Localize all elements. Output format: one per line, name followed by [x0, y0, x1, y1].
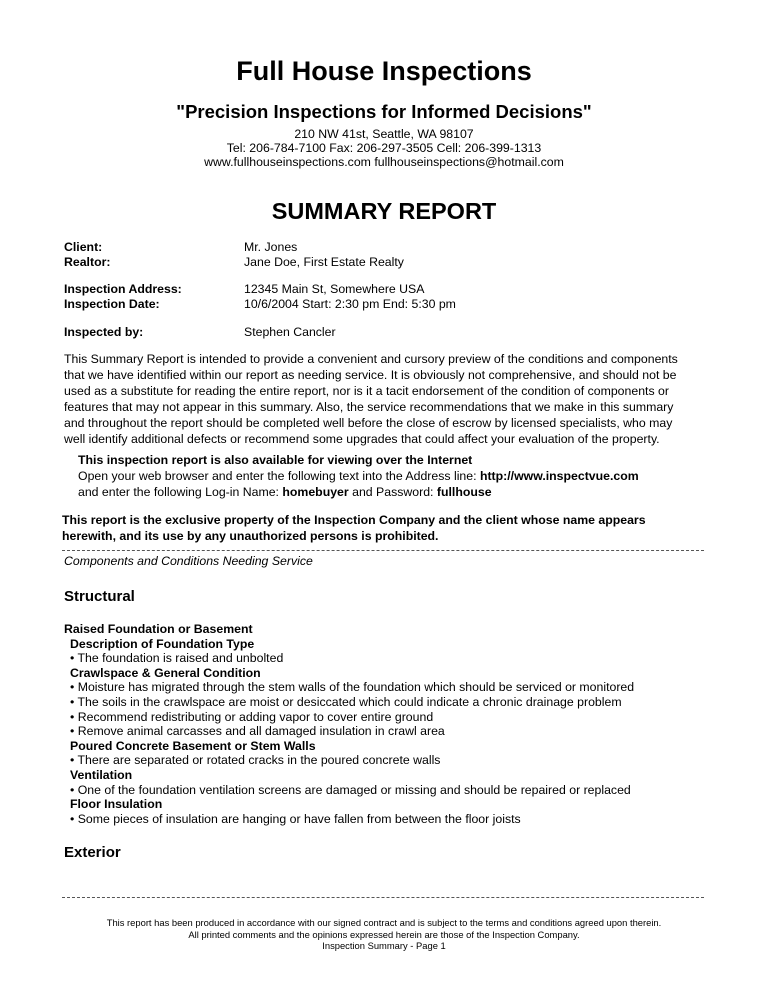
condition-item: • Some pieces of insulation are hanging or have fallen from between the floor joists — [70, 811, 521, 826]
intro-line: features that may not appear in this summary. Also, the service recommendations that we make in this summary — [64, 400, 674, 414]
intro-paragraph — [64, 351, 714, 447]
page-footer — [0, 917, 768, 952]
intro-line: that we have identified within our report as needing service. It is obviously not comprehensive, and should not be — [64, 368, 677, 382]
online-heading: This inspection report is also available for viewing over the Internet — [78, 453, 473, 467]
password-instructions: and Password: — [348, 485, 437, 499]
exclusive-line: herewith, and its use by any unauthorized persons is prohibited. — [62, 529, 439, 543]
report-title: SUMMARY REPORT — [271, 198, 497, 224]
company-name: Full House Inspections — [236, 56, 532, 86]
subsection-heading: Crawlspace & General Condition — [70, 665, 261, 680]
footer-line: This report has been produced in accordance with our signed contract and is subject to the terms and conditions agreed upon therein. — [106, 917, 662, 928]
date-label: Inspection Date: — [64, 297, 160, 311]
structural-section — [64, 622, 724, 826]
address-label: Inspection Address: — [64, 282, 182, 296]
login-instructions: and enter the following Log-in Name: — [78, 485, 283, 499]
company-tagline: "Precision Inspections for Informed Decisions" — [176, 101, 592, 122]
subsection-heading: Floor Insulation — [70, 797, 163, 812]
exclusive-line: This report is the exclusive property of the Inspection Company and the client whose name appears — [62, 513, 646, 527]
footer-divider — [62, 897, 704, 898]
condition-item: • One of the foundation ventilation screens are damaged or missing and should be repaired or replaced — [70, 782, 631, 797]
realtor-label: Realtor: — [64, 255, 111, 269]
realtor-value: Jane Doe, First Estate Realty — [244, 255, 404, 269]
page-number: Inspection Summary - Page 1 — [322, 940, 446, 951]
company-web: www.fullhouseinspections.com fullhouseinspections@hotmail.com — [204, 155, 564, 169]
online-instructions: Open your web browser and enter the following text into the Address line: — [78, 469, 480, 483]
login-name: homebuyer — [282, 485, 349, 499]
structural-heading: Structural — [64, 588, 135, 605]
subsection-heading: Poured Concrete Basement or Stem Walls — [70, 738, 316, 753]
condition-item: • Recommend redistributing or adding vapor to cover entire ground — [70, 709, 434, 724]
components-title: Components and Conditions Needing Service — [64, 554, 313, 568]
exterior-heading: Exterior — [64, 844, 121, 861]
inspector-label: Inspected by: — [64, 325, 144, 339]
condition-item: • The foundation is raised and unbolted — [70, 651, 284, 666]
client-value: Mr. Jones — [244, 240, 298, 254]
condition-item: • There are separated or rotated cracks in the poured concrete walls — [70, 753, 441, 768]
address-value: 12345 Main St, Somewhere USA — [244, 282, 425, 296]
condition-item: • Remove animal carcasses and all damaged insulation in crawl area — [70, 724, 445, 739]
password-value: fullhouse — [436, 485, 492, 499]
intro-line: well identify additional defects or recommend some upgrades that could affect your evaluation of the property. — [64, 432, 660, 446]
inspector-value: Stephen Cancler — [244, 325, 336, 339]
subsection-heading: Description of Foundation Type — [70, 636, 255, 651]
condition-item: • Moisture has migrated through the stem walls of the foundation which should be serviced or monitored — [70, 680, 635, 695]
online-access-box — [78, 452, 718, 500]
divider — [62, 550, 704, 551]
intro-line: and throughout the report should be completed well before the close of escrow by licensed specialists, who may — [64, 416, 673, 430]
subsection-heading: Ventilation — [70, 767, 133, 782]
date-value: 10/6/2004 Start: 2:30 pm End: 5:30 pm — [244, 297, 456, 311]
company-phones: Tel: 206-784-7100 Fax: 206-297-3505 Cell: 206-399-1313 — [226, 141, 542, 155]
online-url-link[interactable]: http://www.inspectvue.com — [479, 469, 639, 483]
condition-item: • The soils in the crawlspace are moist or desiccated which could indicate a chronic drainage problem — [70, 694, 622, 709]
company-address: 210 NW 41st, Seattle, WA 98107 — [294, 127, 474, 141]
client-label: Client: — [64, 240, 103, 254]
intro-line: This Summary Report is intended to provide a convenient and cursory preview of the conditions and components — [64, 352, 678, 366]
intro-line: used as a substitute for reading the entire report, nor is it a tacit endorsement of the condition of components or — [64, 384, 669, 398]
exclusive-notice — [62, 512, 712, 544]
footer-line: All printed comments and the opinions expressed herein are those of the Inspection Company. — [188, 928, 580, 940]
group-heading: Raised Foundation or Basement — [64, 622, 253, 636]
